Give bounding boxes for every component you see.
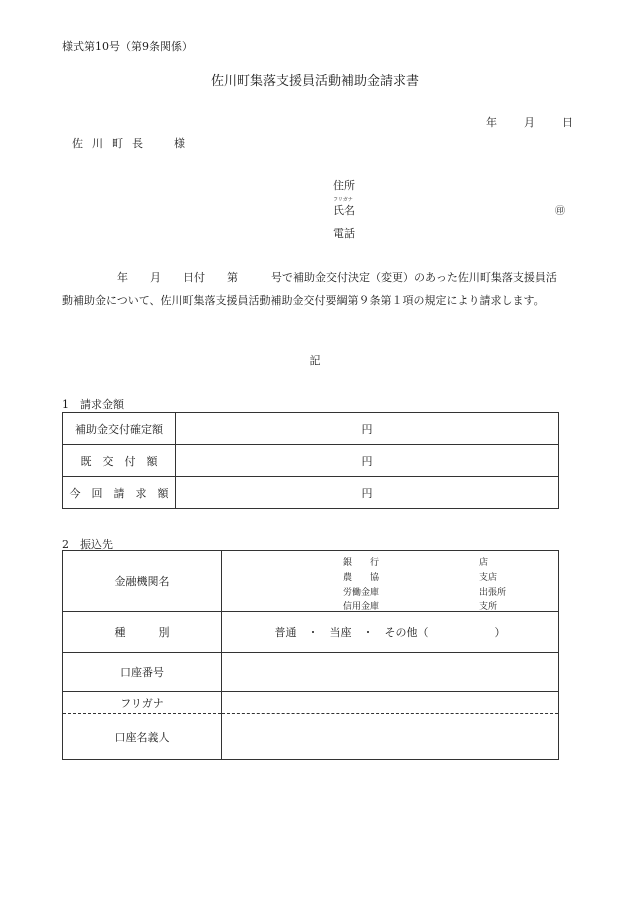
section-2-heading: 2 振込先 [62, 538, 113, 551]
account-holder-field[interactable] [222, 714, 559, 760]
date-line [486, 114, 573, 130]
date-year: 年 [486, 116, 497, 129]
account-type-label: 種 別 [63, 612, 222, 653]
amount-label: 補助金交付確定額 [63, 413, 176, 445]
addressee-suffix: 様 [174, 137, 185, 150]
applicant-name-label: 氏名 [333, 204, 355, 217]
institution-label: 金融機関名 [63, 551, 222, 612]
table-row [63, 714, 559, 760]
table-row [63, 445, 559, 477]
institution-type: 銀 行 [343, 558, 380, 568]
account-number-label: 口座番号 [63, 653, 222, 692]
applicant-phone-label: 電話 [333, 227, 355, 240]
institution-type: 信用金庫 [343, 602, 380, 612]
amount-label: 今 回 請 求 額 [63, 477, 176, 509]
seal-icon: ㊞ [555, 206, 565, 217]
addressee [72, 135, 185, 151]
furigana-field[interactable] [222, 692, 559, 714]
table-row [63, 653, 559, 692]
account-holder-label: 口座名義人 [63, 714, 222, 760]
account-number-field[interactable] [222, 653, 559, 692]
section-1-heading: 1 請求金額 [62, 398, 124, 411]
table-row [63, 477, 559, 509]
institution-type: 農 協 [343, 573, 380, 583]
amount-label: 既 交 付 額 [63, 445, 176, 477]
applicant-furigana: フリガナ [333, 197, 353, 203]
applicant-address-label: 住所 [333, 179, 355, 192]
amount-value-field[interactable]: 円 [176, 477, 559, 509]
table-row [63, 612, 559, 653]
document-title: 佐川町集落支援員活動補助金請求書 [210, 74, 419, 89]
branch-type: 支店 [479, 573, 498, 583]
branch-type: 出張所 [479, 588, 507, 598]
amount-value-field[interactable]: 円 [176, 413, 559, 445]
bank-transfer-table [62, 550, 559, 760]
amount-value-field[interactable]: 円 [176, 445, 559, 477]
table-row [63, 692, 559, 714]
furigana-label: フリガナ [63, 692, 222, 714]
addressee-name: 佐川町長 [72, 137, 152, 150]
form-number: 様式第10号（第9条関係） [62, 40, 193, 53]
table-row [63, 413, 559, 445]
request-body-text: 年 月 日付 第 号で補助金交付決定（変更）のあった佐川町集落支援員活動補助金について、佐川町集落支援員活動補助金交付要綱第９条第１項の規定により請求します。 [62, 271, 557, 307]
account-type-options[interactable]: 普通 ・ 当座 ・ その他（ ） [222, 612, 559, 653]
ki-notation: 記 [309, 354, 321, 367]
amount-table [62, 412, 559, 509]
institution-field[interactable] [222, 551, 559, 612]
table-row [63, 551, 559, 612]
institution-type: 労働金庫 [343, 588, 380, 598]
branch-type: 支所 [479, 602, 498, 612]
date-month: 月 [524, 116, 535, 129]
branch-type: 店 [479, 558, 489, 568]
date-day: 日 [562, 116, 573, 129]
